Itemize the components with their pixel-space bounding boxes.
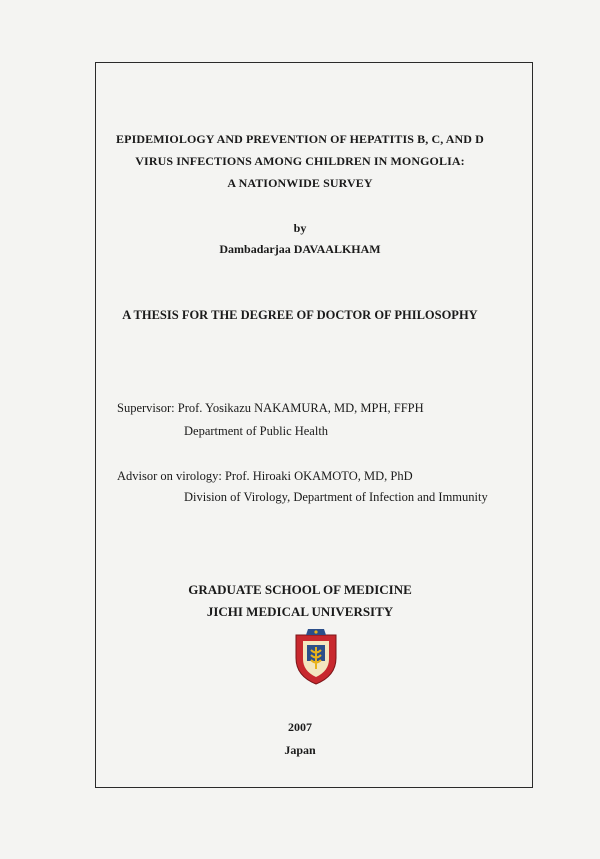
university-name: JICHI MEDICAL UNIVERSITY	[206, 604, 394, 619]
degree-statement: A THESIS FOR THE DEGREE OF DOCTOR OF PHILOSOPHY	[122, 308, 478, 322]
thesis-title-line-2: VIRUS INFECTIONS AMONG CHILDREN IN MONGOLIA:	[135, 154, 465, 168]
advisor-line: Advisor on virology: Prof. Hiroaki OKAMOTO, MD, PhD	[117, 469, 413, 483]
year: 2007	[288, 720, 312, 734]
thesis-title-line-3: A NATIONWIDE SURVEY	[227, 176, 373, 190]
thesis-title-line-1: EPIDEMIOLOGY AND PREVENTION OF HEPATITIS B, C, AND D	[116, 132, 484, 146]
author-name: Dambadarjaa DAVAALKHAM	[219, 242, 381, 256]
school-name: GRADUATE SCHOOL OF MEDICINE	[188, 582, 412, 597]
supervisor-line: Supervisor: Prof. Yosikazu NAKAMURA, MD, MPH, FFPH	[117, 401, 424, 415]
advisor-department: Division of Virology, Department of Infection and Immunity	[184, 490, 488, 504]
by-label: by	[293, 221, 307, 235]
country: Japan	[284, 743, 316, 757]
university-seal-icon	[293, 628, 339, 686]
supervisor-department: Department of Public Health	[184, 424, 329, 438]
